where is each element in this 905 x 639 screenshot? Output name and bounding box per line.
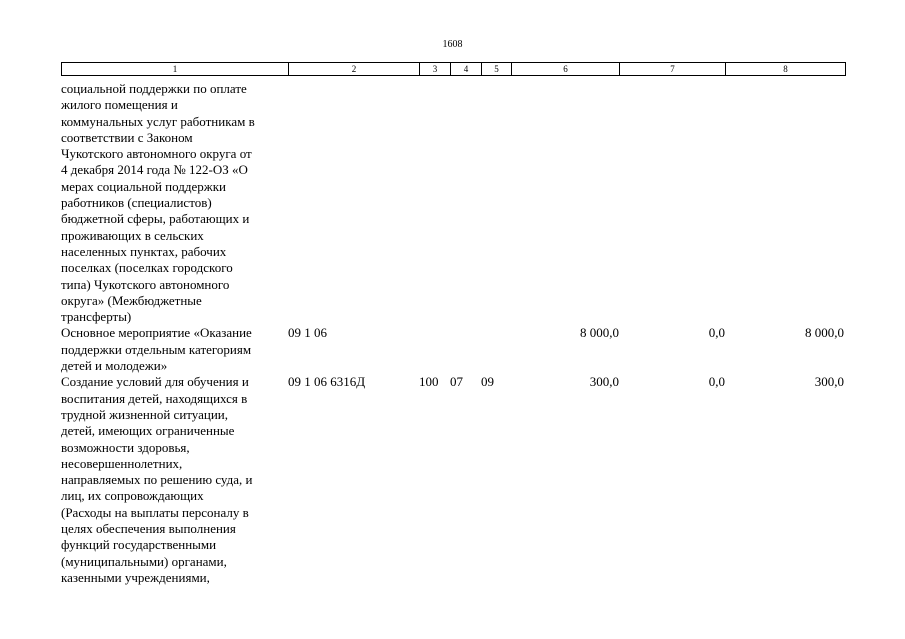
row-name: социальной поддержки по оплате жилого помещения и коммунальных услуг работникам в соответствии с Законом Чукотского автономного округа от 4 декабря 2014 года № 122-ОЗ «О мерах социальной поддержки работников (специалистов) бюджетной сферы, работающих и проживающих в сельских населенных пунктах, рабочих поселках (поселках городского типа) Чукотского автономного округа» (Межбюджетные трансферты): [61, 81, 255, 325]
row-code: [288, 81, 419, 325]
row-name: Создание условий для обучения и воспитания детей, находящихся в трудной жизненной ситуации, детей, имеющих ограниченные возможности здоровья, несовершеннолетних, направляемых по решению суда, и лиц, их сопровождающих (Расходы на выплаты персоналу в целях обеспечения выполнения функций государственными (муниципальными) органами, казенными учреждениями,: [61, 374, 253, 585]
row-code: 09 1 06 6316Д: [288, 374, 366, 390]
row-col-7: 0,0: [708, 374, 725, 390]
row-col-6: 300,0: [589, 374, 619, 390]
row-col-6: 8 000,0: [580, 325, 619, 341]
row-col-5: [481, 325, 511, 374]
row-col-4: [450, 325, 481, 374]
table-row: [61, 325, 846, 374]
table-row: [61, 81, 846, 325]
header-col-4: 4: [451, 63, 482, 75]
row-col-7: 0,0: [708, 325, 725, 341]
header-col-8: 8: [783, 64, 788, 74]
header-col-6: 6: [512, 63, 620, 75]
row-col-7: [619, 81, 725, 325]
page-number: 1608: [442, 39, 463, 50]
row-col-3: 100: [419, 374, 439, 390]
table-row: [61, 374, 846, 586]
row-code: 09 1 06: [288, 325, 327, 341]
row-name: Основное мероприятие «Оказание поддержки отдельным категориям детей и молодежи»: [61, 325, 252, 374]
row-col-6: [511, 81, 619, 325]
header-col-1: 1: [62, 63, 289, 75]
row-col-5: 09: [481, 374, 494, 390]
row-col-8: [725, 81, 844, 325]
row-col-8: 8 000,0: [805, 325, 844, 341]
header-col-5: 5: [482, 63, 512, 75]
header-col-2: 2: [289, 63, 420, 75]
row-col-4: [450, 81, 481, 325]
row-col-3: [419, 325, 450, 374]
header-col-3: 3: [420, 63, 451, 75]
row-col-5: [481, 81, 511, 325]
table-body: [61, 81, 846, 586]
row-col-3: [419, 81, 450, 325]
header-col-7: 7: [620, 63, 726, 75]
table-header: [61, 62, 846, 76]
row-col-4: 07: [450, 374, 463, 390]
row-col-8: 300,0: [814, 374, 844, 390]
